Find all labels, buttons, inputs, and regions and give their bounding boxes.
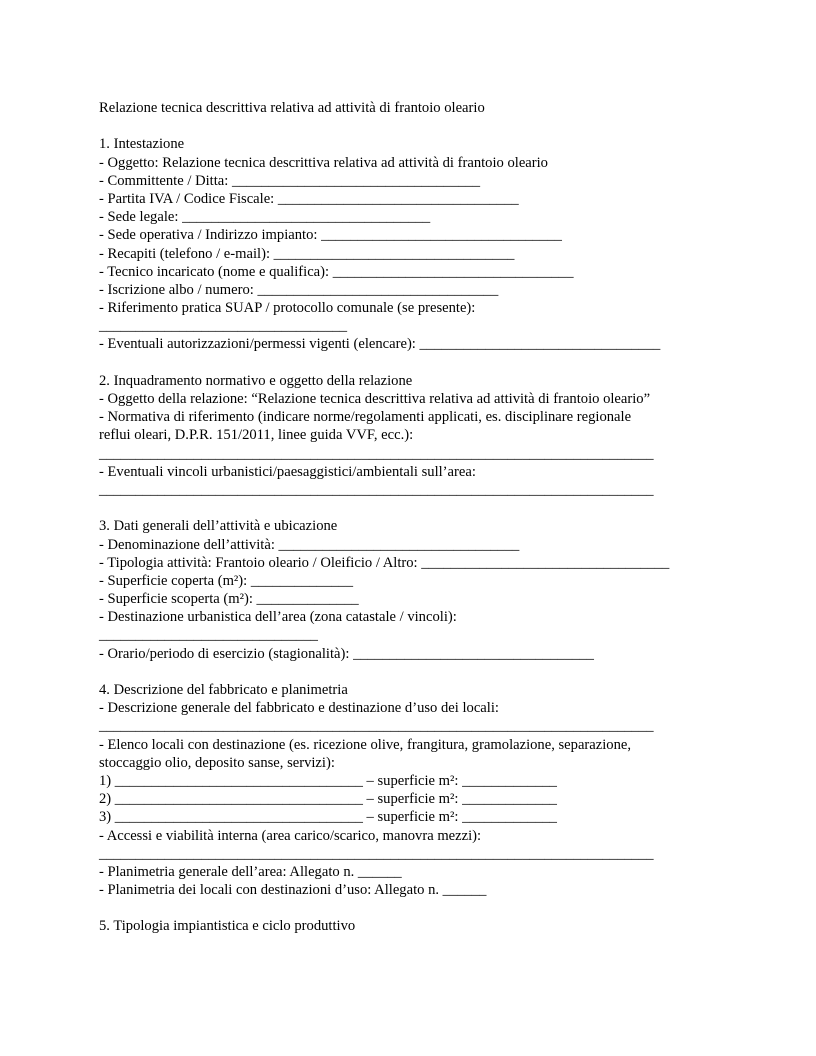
- locale-item-1[interactable]: 1) __________________________________ – superficie m²: _____________: [99, 772, 557, 789]
- field-committente[interactable]: - Committente / Ditta: __________________________________: [99, 172, 481, 189]
- locale-item-2[interactable]: 2) __________________________________ – superficie m²: _____________: [99, 791, 557, 808]
- section-heading-1: 1. Intestazione: [99, 136, 185, 153]
- field-planimetria-generale[interactable]: - Planimetria generale dell’area: Allegato n. ______: [99, 863, 402, 880]
- field-accessi-label: - Accessi e viabilità interna (area carico/scarico, manovra mezzi):: [99, 827, 482, 844]
- document-title: Relazione tecnica descrittiva relativa ad attività di frantoio oleario: [99, 100, 485, 116]
- field-autorizzazioni[interactable]: - Eventuali autorizzazioni/permessi vigenti (elencare): _________________________________: [99, 336, 661, 353]
- field-elenco-locali-label-cont: stoccaggio olio, deposito sanse, servizi):: [99, 754, 335, 771]
- field-riferimento-suap-blank[interactable]: __________________________________: [99, 318, 348, 335]
- section-heading-5: 5. Tipologia impiantistica e ciclo produttivo: [99, 918, 356, 935]
- field-descrizione-fabbricato-label: - Descrizione generale del fabbricato e destinazione d’uso dei locali:: [99, 700, 499, 717]
- field-tecnico-incaricato[interactable]: - Tecnico incaricato (nome e qualifica): _________________________________: [99, 263, 574, 280]
- field-normativa-label-cont: reflui oleari, D.P.R. 151/2011, linee guida VVF, ecc.):: [99, 427, 414, 444]
- section-heading-4: 4. Descrizione del fabbricato e planimetria: [99, 682, 348, 698]
- field-tipologia-attivita[interactable]: - Tipologia attività: Frantoio oleario / Oleificio / Altro: __________________________________: [99, 554, 670, 571]
- field-normativa-label: - Normativa di riferimento (indicare norme/regolamenti applicati, es. disciplinare regionale: [99, 409, 632, 426]
- spacer: [99, 499, 719, 517]
- field-vincoli-blank[interactable]: ____________________________________________________________________________: [99, 481, 654, 498]
- field-destinazione-urbanistica-blank[interactable]: ______________________________: [99, 627, 318, 644]
- spacer: [99, 899, 719, 917]
- field-recapiti[interactable]: - Recapiti (telefono / e-mail): _________________________________: [99, 245, 515, 262]
- field-superficie-scoperta[interactable]: - Superficie scoperta (m²): ______________: [99, 591, 359, 608]
- spacer: [99, 663, 719, 681]
- field-iscrizione-albo[interactable]: - Iscrizione albo / numero: _________________________________: [99, 281, 499, 298]
- field-denominazione[interactable]: - Denominazione dell’attività: _________________________________: [99, 536, 520, 553]
- field-vincoli-label: - Eventuali vincoli urbanistici/paesaggistici/ambientali sull’area:: [99, 463, 476, 480]
- field-superficie-coperta[interactable]: - Superficie coperta (m²): ______________: [99, 572, 354, 589]
- field-descrizione-fabbricato-blank[interactable]: ____________________________________________________________________________: [99, 718, 654, 735]
- locale-item-3[interactable]: 3) __________________________________ – superficie m²: _____________: [99, 809, 557, 826]
- field-destinazione-urbanistica-label: - Destinazione urbanistica dell’area (zona catastale / vincoli):: [99, 609, 457, 626]
- field-elenco-locali-label: - Elenco locali con destinazione (es. ricezione olive, frangitura, gramolazione, separazione,: [99, 736, 632, 753]
- document-body: [99, 99, 719, 936]
- field-accessi-blank[interactable]: ____________________________________________________________________________: [99, 845, 654, 862]
- section-heading-3: 3. Dati generali dell’attività e ubicazione: [99, 518, 338, 535]
- field-partita-iva[interactable]: - Partita IVA / Codice Fiscale: _________________________________: [99, 190, 519, 207]
- section-heading-2: 2. Inquadramento normativo e oggetto della relazione: [99, 372, 413, 389]
- field-sede-operativa[interactable]: - Sede operativa / Indirizzo impianto: _________________________________: [99, 227, 562, 244]
- spacer: [99, 354, 719, 372]
- field-oggetto: - Oggetto: Relazione tecnica descrittiva relativa ad attività di frantoio oleario: [99, 154, 548, 171]
- field-orario-esercizio[interactable]: - Orario/periodo di esercizio (stagionalità): _________________________________: [99, 645, 594, 662]
- field-riferimento-suap-label: - Riferimento pratica SUAP / protocollo comunale (se presente):: [99, 300, 476, 317]
- field-normativa-blank[interactable]: ____________________________________________________________________________: [99, 445, 654, 462]
- field-oggetto-relazione: - Oggetto della relazione: “Relazione tecnica descrittiva relativa ad attività di frantoio oleario”: [99, 391, 651, 407]
- field-planimetria-locali[interactable]: - Planimetria dei locali con destinazioni d’uso: Allegato n. ______: [99, 882, 487, 899]
- spacer: [99, 117, 719, 135]
- field-sede-legale[interactable]: - Sede legale: __________________________________: [99, 209, 431, 226]
